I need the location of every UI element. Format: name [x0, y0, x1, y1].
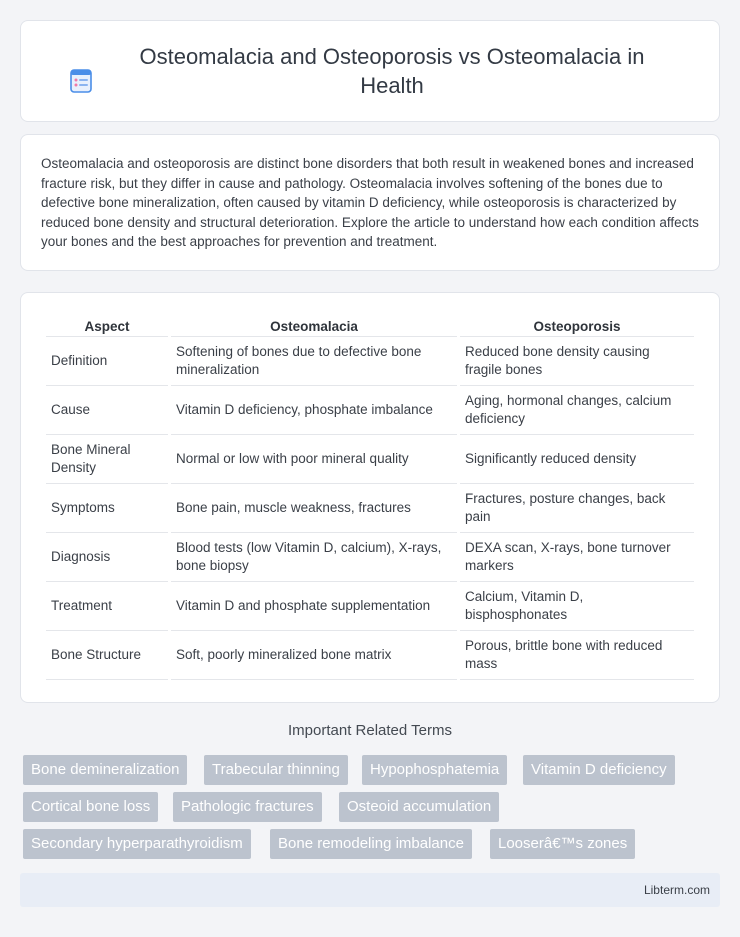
row-osteomalacia: Normal or low with poor mineral quality — [171, 435, 457, 484]
row-osteoporosis: Significantly reduced density — [460, 435, 694, 484]
tag-loosers-zones[interactable]: Looserâ€™s zones — [490, 829, 635, 859]
table-row — [46, 631, 694, 680]
row-osteoporosis: Aging, hormonal changes, calcium deficiency — [460, 386, 694, 435]
related-terms-heading: Important Related Terms — [288, 722, 452, 739]
comparison-card — [20, 292, 720, 703]
table-row — [46, 484, 694, 533]
table-row — [46, 582, 694, 631]
header-aspect: Aspect — [46, 313, 168, 337]
footer-site-link[interactable]: Libterm.com — [643, 883, 710, 897]
row-osteomalacia: Bone pain, muscle weakness, fractures — [171, 484, 457, 533]
page-title: Osteomalacia and Osteoporosis vs Osteomalacia in Health — [139, 44, 645, 98]
title-card — [20, 20, 720, 122]
row-osteomalacia: Vitamin D deficiency, phosphate imbalance — [171, 386, 457, 435]
table-row — [46, 435, 694, 484]
tag-vitamin-d-deficiency[interactable]: Vitamin D deficiency — [523, 755, 675, 785]
tag-bone-demineralization[interactable]: Bone demineralization — [23, 755, 187, 785]
row-osteoporosis: Calcium, Vitamin D, bisphosphonates — [460, 582, 694, 631]
row-osteomalacia: Blood tests (low Vitamin D, calcium), X-rays, bone biopsy — [171, 533, 457, 582]
row-aspect: Bone Structure — [46, 631, 168, 680]
table-row — [46, 337, 694, 386]
table-header-row — [46, 313, 694, 337]
tag-osteoid-accumulation[interactable]: Osteoid accumulation — [339, 792, 499, 822]
tag-cortical-bone-loss[interactable]: Cortical bone loss — [23, 792, 158, 822]
row-aspect: Definition — [46, 337, 168, 386]
tag-bone-remodeling-imbalance[interactable]: Bone remodeling imbalance — [270, 829, 472, 859]
tag-hypophosphatemia[interactable]: Hypophosphatemia — [362, 755, 507, 785]
row-osteoporosis: Reduced bone density causing fragile bones — [460, 337, 694, 386]
row-aspect: Cause — [46, 386, 168, 435]
table-row — [46, 533, 694, 582]
row-aspect: Symptoms — [46, 484, 168, 533]
row-aspect: Diagnosis — [46, 533, 168, 582]
row-aspect: Treatment — [46, 582, 168, 631]
row-aspect: Bone Mineral Density — [46, 435, 168, 484]
comparison-table — [43, 313, 697, 680]
tag-secondary-hyperparathyroidism[interactable]: Secondary hyperparathyroidism — [23, 829, 251, 859]
tag-pathologic-fractures[interactable]: Pathologic fractures — [173, 792, 322, 822]
footer — [20, 873, 720, 907]
tag-trabecular-thinning[interactable]: Trabecular thinning — [204, 755, 348, 785]
header-osteoporosis: Osteoporosis — [460, 313, 694, 337]
document-list-icon — [68, 68, 94, 94]
header-osteomalacia: Osteomalacia — [171, 313, 457, 337]
row-osteomalacia: Soft, poorly mineralized bone matrix — [171, 631, 457, 680]
row-osteoporosis: Porous, brittle bone with reduced mass — [460, 631, 694, 680]
row-osteoporosis: DEXA scan, X-rays, bone turnover markers — [460, 533, 694, 582]
intro-paragraph: Osteomalacia and osteoporosis are distinct bone disorders that both result in weakened bones and increased fracture risk, but they differ in cause and pathology. Osteomalacia involves softening of the bones due to defective bone mineralization, often caused by vitamin D deficiency, while osteoporosis is characterized by reduced bone density and structural deterioration. Explore the article to understand how each condition affects your bones and the best approaches for prevention and treatment. — [41, 156, 699, 249]
table-row — [46, 386, 694, 435]
intro-card — [20, 134, 720, 271]
row-osteoporosis: Fractures, posture changes, back pain — [460, 484, 694, 533]
row-osteomalacia: Softening of bones due to defective bone mineralization — [171, 337, 457, 386]
row-osteomalacia: Vitamin D and phosphate supplementation — [171, 582, 457, 631]
